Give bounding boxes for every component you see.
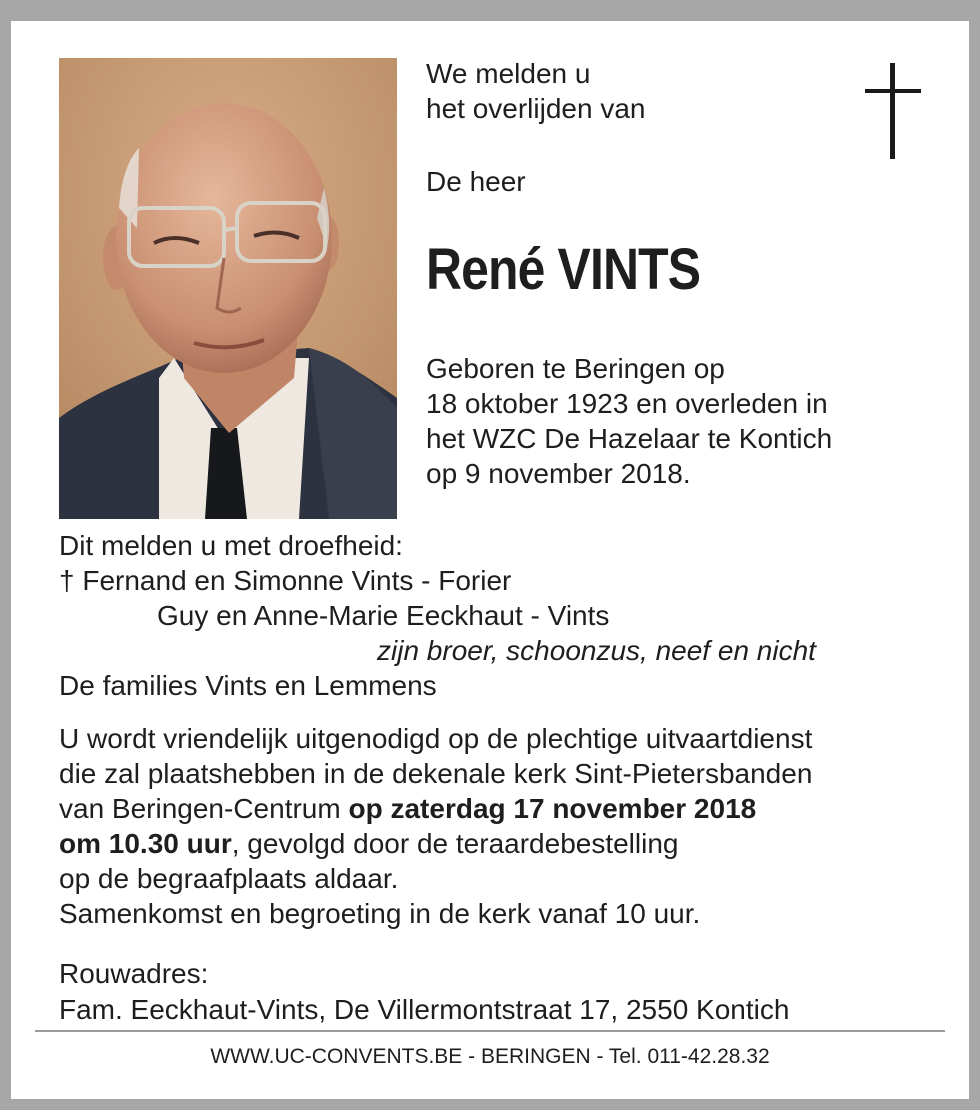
obituary-card (11, 21, 969, 1099)
service-line-6: Samenkomst en begroeting in de kerk vanaf 10 uur. (59, 898, 701, 929)
family-line-2: Guy en Anne-Marie Eeckhaut - Vints (157, 600, 610, 631)
birth-line-1: Geboren te Beringen op (426, 353, 725, 384)
service-line-4: om 10.30 uur, gevolgd door de teraardebestelling (59, 828, 679, 859)
cross-icon (865, 63, 921, 159)
address-heading: Rouwadres: (59, 958, 209, 989)
intro-line-1: We melden u (426, 58, 591, 89)
service-date: op zaterdag 17 november 2018 (348, 793, 757, 824)
service-line-2: die zal plaatshebben in de dekenale kerk Sint-Pietersbanden (59, 758, 813, 789)
service-line-5: op de begraafplaats aldaar. (59, 863, 399, 894)
service-line-3: van Beringen-Centrum op zaterdag 17 november 2018 (59, 793, 757, 824)
deceased-name: René VINTS (426, 237, 701, 302)
family-relation: zijn broer, schoonzus, neef en nicht (377, 635, 816, 666)
family-line-3: De families Vints en Lemmens (59, 670, 437, 701)
birth-line-2: 18 oktober 1923 en overleden in (426, 388, 828, 419)
intro-line-2: het overlijden van (426, 93, 646, 124)
service-time: om 10.30 uur (59, 828, 232, 859)
address-line: Fam. Eeckhaut-Vints, De Villermontstraat 17, 2550 Kontich (59, 994, 790, 1025)
birth-line-4: op 9 november 2018. (426, 458, 691, 489)
footer-divider (35, 1030, 945, 1032)
footer-contact: WWW.UC-CONVENTS.BE - BERINGEN - Tel. 011-42.28.32 (210, 1045, 770, 1068)
portrait-photo (59, 58, 397, 519)
salutation: De heer (426, 166, 526, 197)
service-line-1: U wordt vriendelijk uitgenodigd op de plechtige uitvaartdienst (59, 723, 813, 754)
family-line-1: † Fernand en Simonne Vints - Forier (59, 565, 512, 596)
birth-line-3: het WZC De Hazelaar te Kontich (426, 423, 833, 454)
announcers-heading: Dit melden u met droefheid: (59, 530, 403, 561)
